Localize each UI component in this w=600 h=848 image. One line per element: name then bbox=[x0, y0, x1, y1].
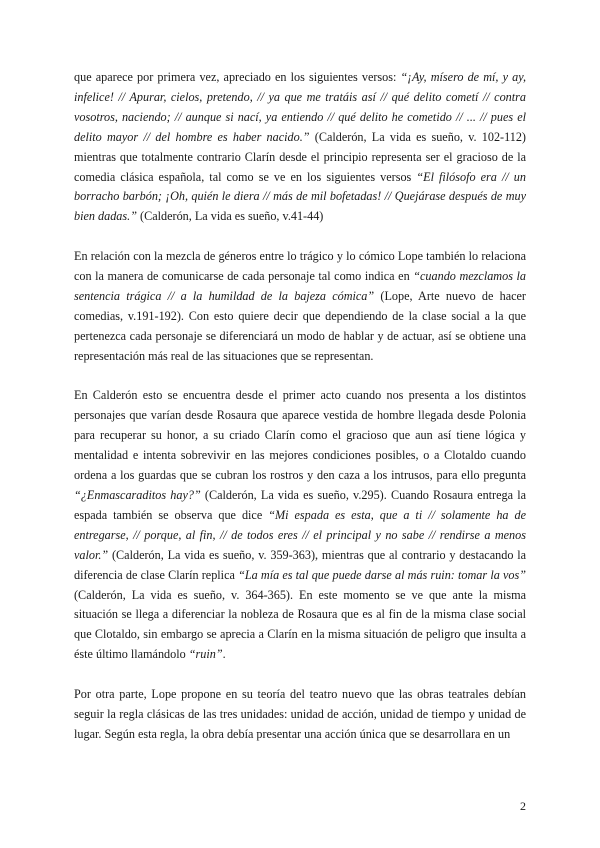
text-run: . bbox=[222, 647, 226, 662]
text-run: que aparece por primera vez, apreciado en los siguientes versos: bbox=[74, 70, 401, 84]
quotation-text: “La mía es tal que puede darse al más ruin: tomar la vos” bbox=[238, 567, 526, 582]
body-text bbox=[74, 68, 526, 765]
text-run: (Calderón, La vida es sueño, v. 102-112) mientras que totalmente contrario Clarín desde el principio representa ser el gracioso de la comedia clásica española, tal como se ve en los siguientes versos bbox=[74, 129, 526, 184]
quotation-text: “ruin” bbox=[188, 647, 223, 662]
quotation-text: “Mi espada es esta, que a ti // solamente ha de entregarse, // porque, al fin, // de todos eres // el principal y no sabe // rendirse a menos valor.” bbox=[74, 507, 526, 562]
quotation-text: “¿Enmascaraditos hay?” bbox=[74, 488, 201, 502]
paragraph-3 bbox=[74, 386, 526, 665]
text-run: Por otra parte, Lope propone en su teoría del teatro nuevo que las obras teatrales debían seguir la regla clásicas de las tres unidades: unidad de acción, unidad de tiempo y unidad de lugar. Según esta regla, la obra debía presentar una acción única que se desarrollara en un bbox=[74, 687, 526, 741]
quotation-text: “El filósofo era // un borracho barbón; ¡Oh, quién le diera // más de mil bofetadas! // Quejárase después de muy bien dadas.” bbox=[74, 169, 526, 224]
text-run: En Calderón esto se encuentra desde el primer acto cuando nos presenta a los distintos personajes que varían desde Rosaura que aparece vestida de hombre llegada desde Polonia para recuperar su honor, a su criado Clarín como el gracioso que aun así tiene lógica y mentalidad e intenta sobrevivir en las mejores condiciones posibles, o a Clotaldo cuando ordena a los guardas que se cubran los rostros y den caza a los intrusos, para ello pregunta bbox=[74, 388, 526, 483]
text-run: En relación con la mezcla de géneros entre lo trágico y lo cómico Lope también lo relaciona con la manera de comunicarse de cada personaje tal como indica en bbox=[74, 249, 526, 284]
text-run: (Calderón, La vida es sueño, v. 359-363), mientras que al contrario y destacando la diferencia de clase Clarín replica bbox=[74, 547, 526, 582]
paragraph-4 bbox=[74, 685, 526, 745]
quotation-text: “¡Ay, mísero de mí, y ay, infelice! // Apurar, cielos, pretendo, // ya que me tratáis así // qué delito cometí // contra vosotros, naciendo; // aunque si nací, ya entiendo // qué delito he cometido // ... // pues el delito mayor // del hombre es haber nacido.” bbox=[74, 70, 526, 144]
paragraph-2 bbox=[74, 247, 526, 366]
page-number: 2 bbox=[520, 799, 526, 813]
quotation-text: “cuando mezclamos la sentencia trágica // a la humildad de la bajeza cómica” bbox=[74, 269, 526, 303]
text-run: (Lope, Arte nuevo de hacer comedias, v.191-192). Con esto quiere decir que dependiendo de la clase social a la que pertenezca cada personaje se diferenciará un modo de hablar y de actuar, así se obtiene una representación más real de las situaciones que se representan. bbox=[74, 288, 526, 363]
paragraph-1 bbox=[74, 68, 526, 227]
text-run: (Calderón, La vida es sueño, v. 364-365). En este momento se ve que ante la misma situación se llega a diferenciar la nobleza de Rosaura que es al fin de la misma clase social que Clotaldo, sin embargo se aprecia a Clarín en la misma situación de peligro que insulta a éste último llamándolo bbox=[74, 587, 526, 662]
text-run: (Calderón, La vida es sueño, v.295). Cuando Rosaura entrega la espada también se observa que dice bbox=[74, 488, 527, 522]
text-run: (Calderón, La vida es sueño, v.41-44) bbox=[136, 209, 324, 224]
